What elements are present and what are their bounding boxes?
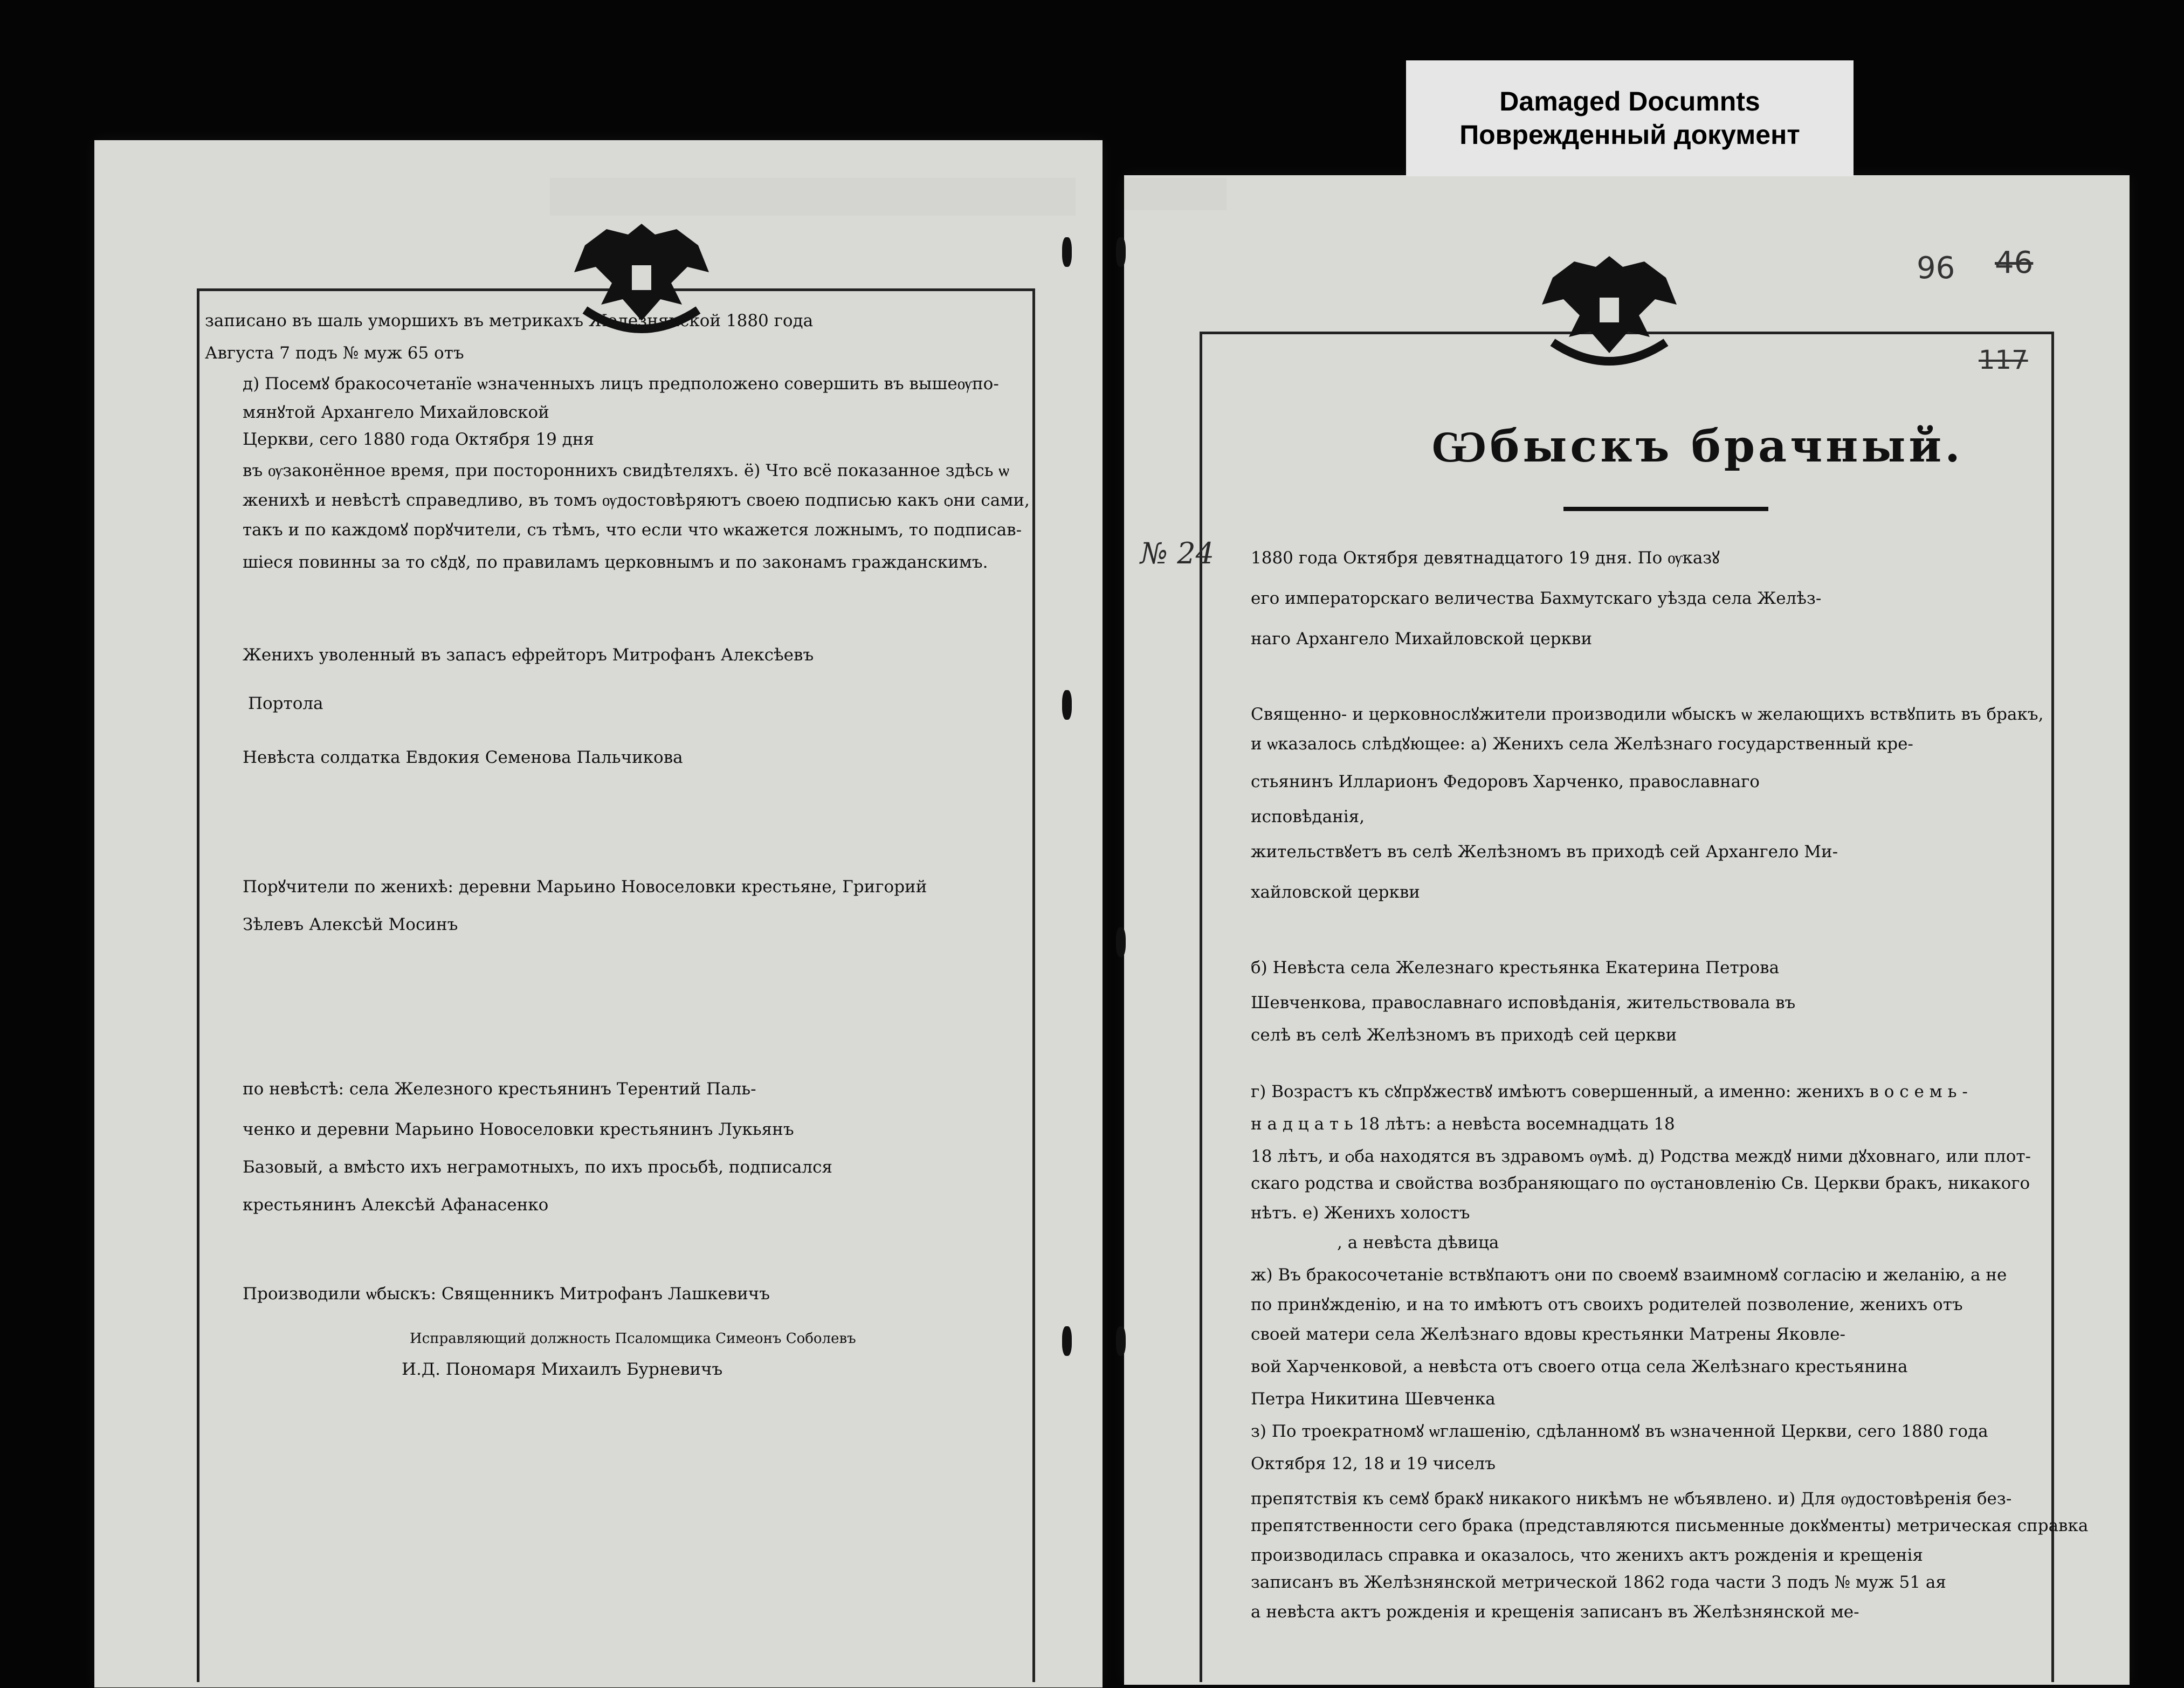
binding-hole	[1062, 1326, 1072, 1356]
title-ornament	[1563, 507, 1768, 511]
right-line: по принꙋжденiю, и на то имѣютъ отъ своихъ родителей позволение, женихъ отъ	[1251, 1295, 1963, 1314]
bride-entry: Невѣста солдатка Евдокия Семенова Пальчикова	[243, 748, 683, 767]
right-line: вой Харченковой, а невѣста отъ своего отца села Желѣзнаго крестьянина	[1251, 1357, 1908, 1376]
left-line: записано въ шаль уморшихъ въ метрикахъ Железнянской 1880 года	[205, 311, 814, 330]
right-line: селѣ въ селѣ Желѣзномъ въ приходѣ сей церкви	[1251, 1025, 1677, 1045]
examiner-signature: И.Д. Пономаря Михаилъ Бурневичъ	[402, 1360, 723, 1379]
right-line: г) Возрастъ къ сꙋпрꙋжествꙋ имѣютъ совершенный, а именно: женихъ в о с е м ь -	[1251, 1082, 1968, 1101]
binding-hole	[1062, 690, 1072, 720]
left-line: женихѣ и невѣстѣ справедливо, въ томъ ѹдостовѣряютъ своею подписью какъ ѻни сами,	[243, 491, 1030, 510]
left-line: Церкви, сего 1880 года Октября 19 дня	[243, 430, 594, 449]
left-line: Августа 7 подъ № муж 65 отъ	[205, 343, 464, 363]
binding-hole	[1116, 1326, 1126, 1356]
right-line: хайловской церкви	[1251, 883, 1420, 902]
right-line: записанъ въ Желѣзнянской метрической 1862 года части 3 подъ № муж 51 ая	[1251, 1573, 1946, 1592]
right-line: Шевченкова, православнаго исповѣданія, жительствовала въ	[1251, 993, 1796, 1012]
right-line: ж) Въ бракосочетанiе вствꙋпаютъ ѻни по своемꙋ взаимномꙋ согласiю и желанiю, а не	[1251, 1265, 2007, 1285]
record-number: № 24	[1140, 536, 1214, 570]
left-line: такъ и по каждомꙋ порꙋчители, съ тѣмъ, что если что ѡкажется ложнымъ, то подписав-	[243, 520, 1022, 540]
left-line: шiеся повинны за то сꙋдꙋ, по правиламъ церковнымъ и по законамъ гражданскимъ.	[243, 553, 988, 572]
right-line: а невѣста актъ рожденія и крещенія записанъ въ Желѣзнянской ме-	[1251, 1602, 1859, 1622]
right-line: производилась справка и оказалось, что женихъ актъ рожденія и крещенія	[1251, 1546, 1923, 1565]
label-line-english: Damaged Documnts	[1499, 86, 1760, 116]
right-line: , а невѣста дѣвица	[1337, 1233, 1499, 1252]
binding-hole	[1062, 237, 1072, 267]
right-line: скаго родства и свойства возбраняющаго по ѹстановленiю Св. Церкви бракъ, никакого	[1251, 1174, 2030, 1193]
left-line: д) Посемꙋ бракосочетанїе ѡзначенныхъ лицъ предположено совершить въ вышеѹпо-	[243, 374, 999, 394]
right-line: препятствiя къ семꙋ бракꙋ никакого никѣмъ не ѡбъявлено. и) Для ѹдостовѣренiя без-	[1251, 1489, 2012, 1508]
label-line-russian: Поврежденный документ	[1459, 120, 1800, 150]
binding-hole	[1116, 927, 1126, 957]
left-page-tab	[550, 178, 1076, 216]
right-line: б) Невѣста села Железнаго крестьянка Екатерина Петрова	[1251, 958, 1780, 977]
page-number-pencil: 96	[1917, 251, 1955, 286]
left-line: мянꙋтой Архангело Михайловской	[243, 403, 549, 422]
binding-hole	[1116, 237, 1126, 267]
right-line: своей матери села Желѣзнаго вдовы крестьянки Матрены Яковле-	[1251, 1325, 1845, 1344]
bride-guarantors-cont: Базовый, а вмѣсто ихъ неграмотныхъ, по ихъ просьбѣ, подписался	[243, 1158, 832, 1177]
right-line: Священно- и церковнослꙋжители производили ѡбыскъ ѡ желающихъ вствꙋпить въ бракъ,	[1251, 705, 2044, 724]
examiners-entry: Производили ѡбыскъ: Священникъ Митрофанъ Лашкевичъ	[243, 1284, 770, 1304]
right-line: его императорскаго величества Бахмутскаго уѣзда села Желѣз-	[1251, 589, 1822, 608]
right-line: Петра Никитина Шевченка	[1251, 1389, 1496, 1409]
right-line: з) По троекратномꙋ ѡглашенiю, сдѣланномꙋ въ ѡзначенной Церкви, сего 1880 года	[1251, 1422, 1988, 1441]
bride-guarantors-cont: крестьянинъ Алексѣй Афанасенко	[243, 1195, 549, 1215]
groom-entry: Женихъ уволенный въ запасъ ефрейторъ Митрофанъ Алексѣевъ	[243, 645, 814, 665]
bride-guarantors: по невѣстѣ: села Железного крестьянинъ Терентий Паль-	[243, 1079, 756, 1099]
right-line: 18 лѣтъ, и ѻба находятся въ здравомъ ѹмѣ. д) Родства междꙋ ними дꙋховнаго, или плот-	[1251, 1147, 2031, 1166]
examiner-signature: Исправляющий должность Псаломщика Симеонъ Соболевъ	[410, 1331, 856, 1347]
right-line: наго Архангело Михайловской церкви	[1251, 629, 1593, 649]
right-line: 1880 года Октября девятнадцатого 19 дня. По ѹказꙋ	[1251, 548, 1720, 568]
right-line: исповѣданія,	[1251, 807, 1365, 826]
right-line: и ѡказалось слѣдꙋющее: а) Женихъ села Желѣзнаго государственный кре-	[1251, 734, 1913, 754]
groom-guarantors: Порꙋчители по женихѣ: деревни Марьино Новоселовки крестьяне, Григорий	[243, 877, 927, 897]
right-line: Октября 12, 18 и 19 чиселъ	[1251, 1454, 1496, 1473]
bride-guarantors-cont: ченко и деревни Марьино Новоселовки крестьянинъ Лукьянъ	[243, 1120, 794, 1139]
groom-guarantors-cont: Зѣлевъ Алексѣй Мосинъ	[243, 915, 458, 934]
right-page-tab	[1124, 178, 1227, 210]
groom-entry-cont: Портола	[248, 694, 323, 713]
right-line: препятственности сего брака (представляются письменные докꙋменты) метрическая справка	[1251, 1516, 2089, 1535]
right-line: стьянинъ Илларионъ Федоровъ Харченко, православнаго	[1251, 772, 1760, 791]
double-headed-eagle-emblem-right	[1531, 245, 1687, 377]
page-number-ink: 46	[1995, 245, 2034, 280]
right-line: нѣтъ. е) Женихъ холостъ	[1251, 1203, 1470, 1223]
right-line: н а д ц а т ь 18 лѣтъ: а невѣста восемнадцать 18	[1251, 1114, 1675, 1134]
page-number-struck: 117	[1979, 345, 2028, 375]
document-title: Ѡбыскъ брачный.	[1431, 421, 1963, 472]
damaged-document-label	[1406, 60, 1854, 176]
right-line: жительствꙋетъ въ селѣ Желѣзномъ въ приходѣ сей Архангело Ми-	[1251, 842, 1838, 862]
left-line: въ ѹзаконённое время, при постороннихъ свидѣтеляхъ. ё) Что всё показанное здѣсь ѡ	[243, 461, 1010, 480]
